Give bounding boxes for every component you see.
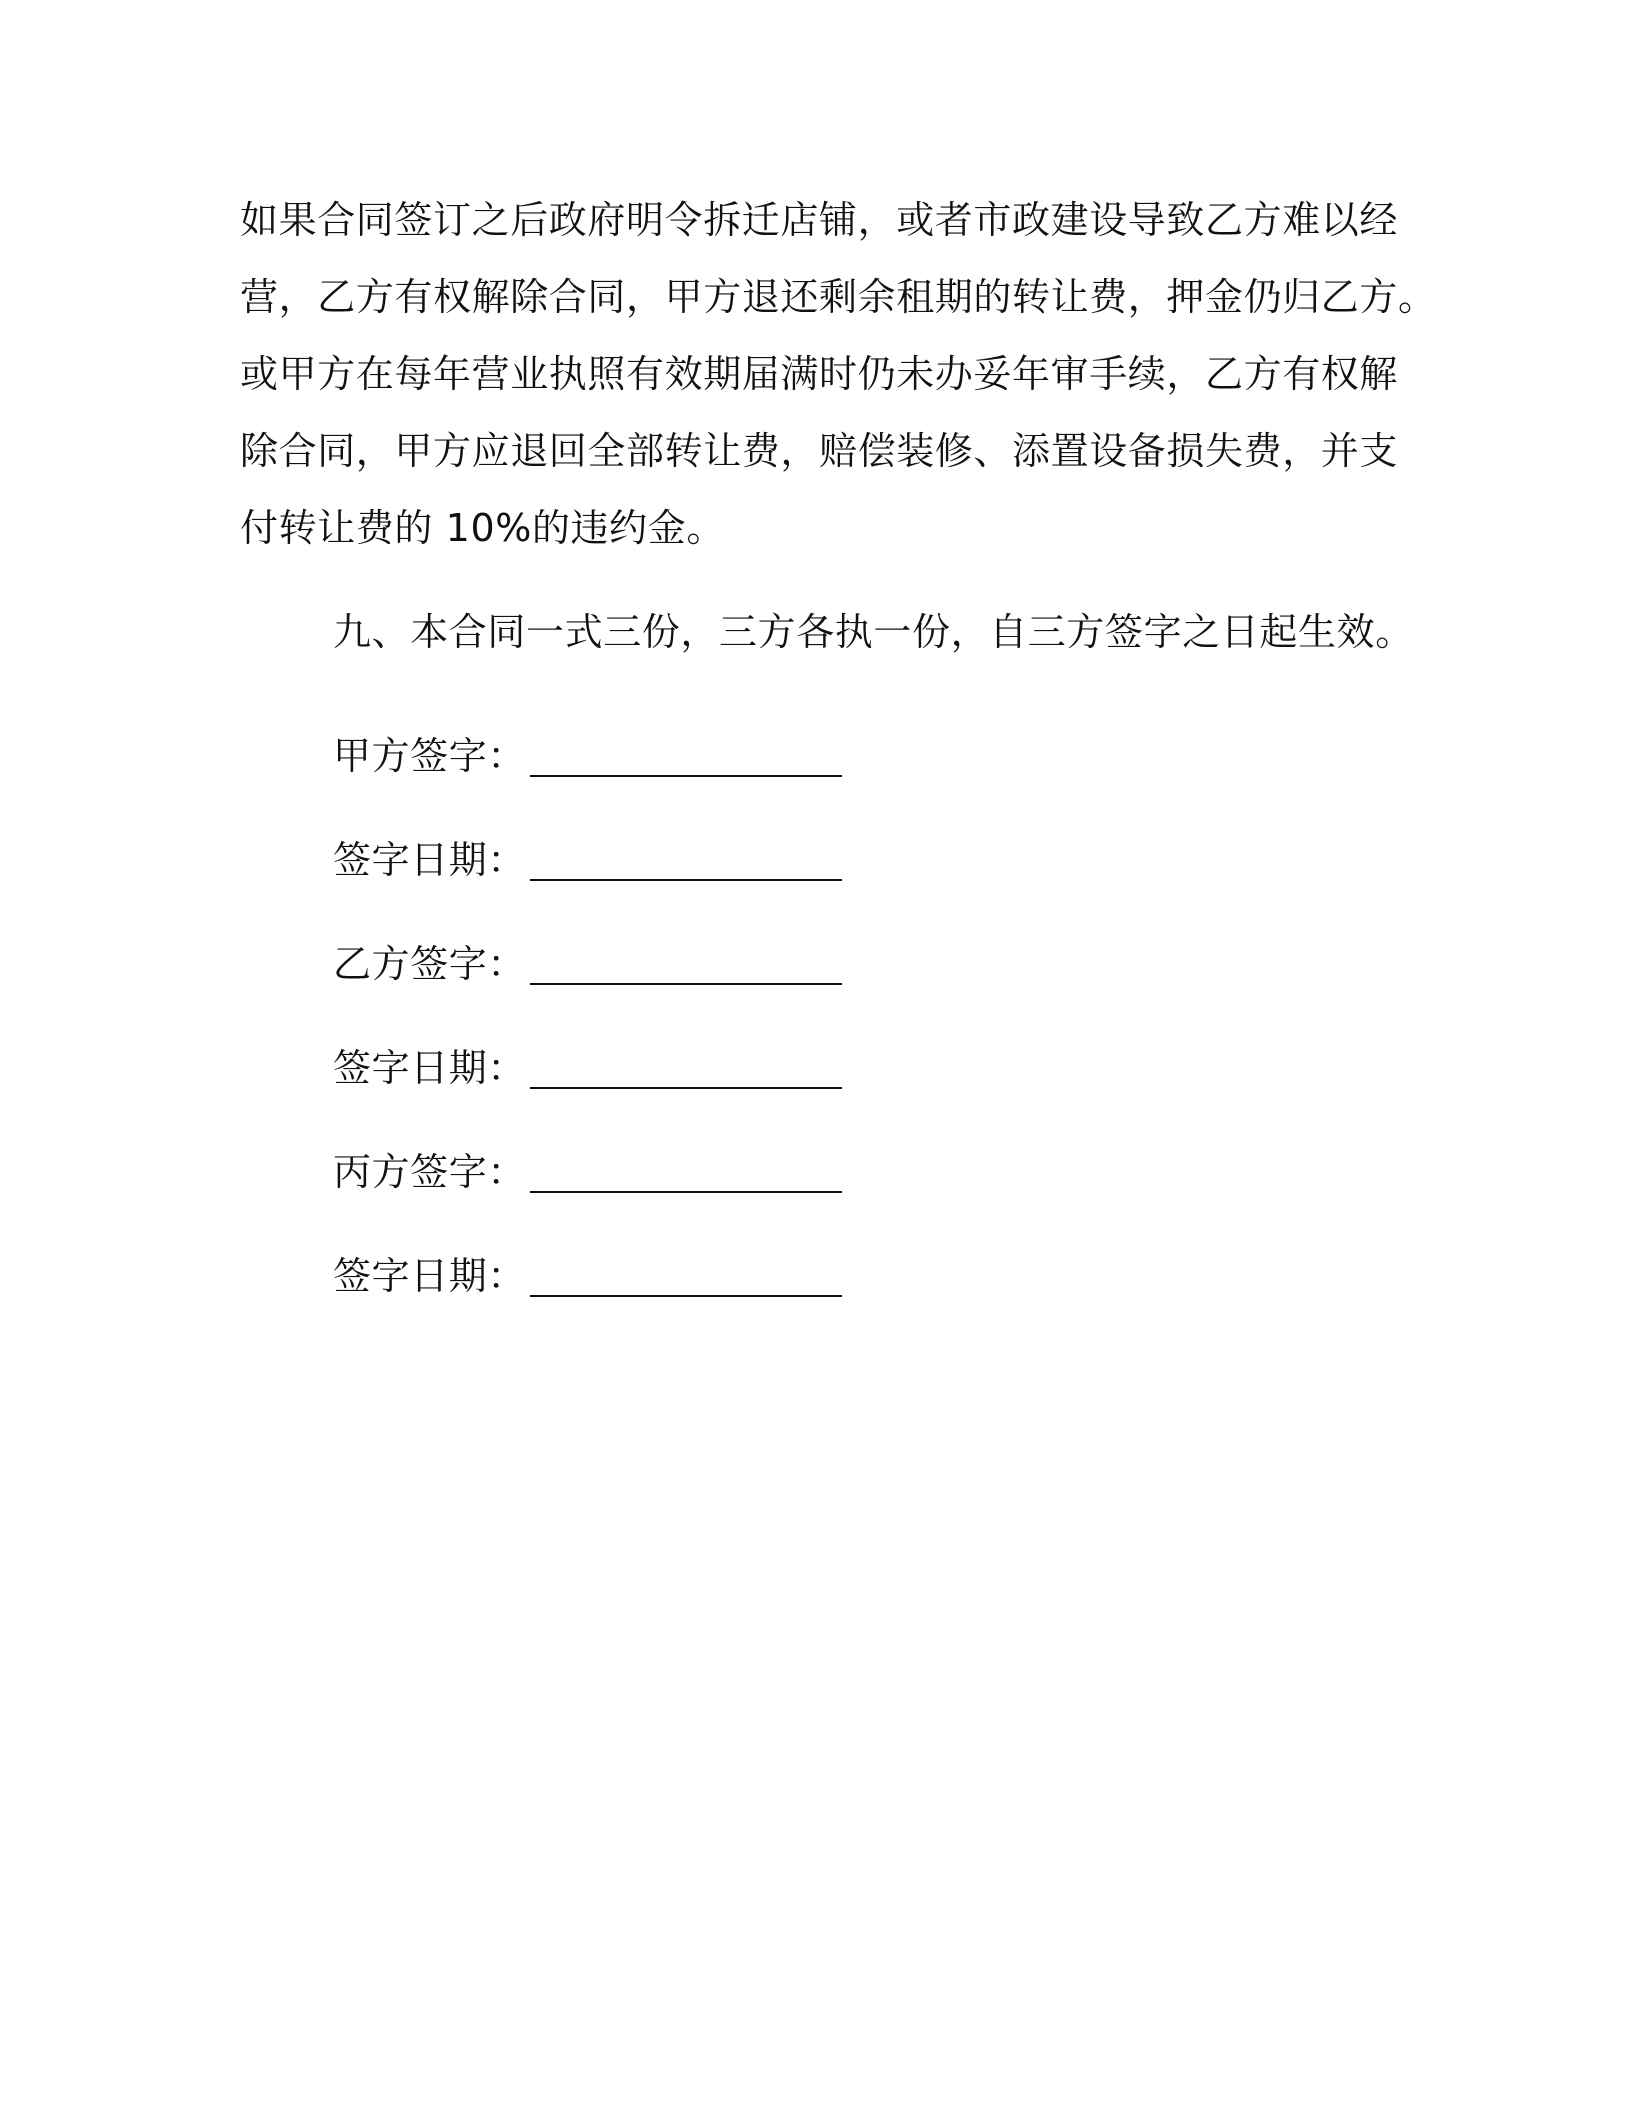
signature-label: 甲方签字： <box>333 733 527 778</box>
signature-row-party-b <box>333 908 842 1012</box>
signature-blank-line <box>530 939 842 985</box>
signature-label: 签字日期： <box>333 837 527 882</box>
paragraph-line: 或甲方在每年营业执照有效期届满时仍未办妥年审手续，乙方有权解 <box>240 352 1399 396</box>
signature-blank-line <box>530 835 842 881</box>
signature-blank-line <box>530 1147 842 1193</box>
paragraph-line: 营，乙方有权解除合同，甲方退还剩余租期的转让费，押金仍归乙方。 <box>240 275 1437 319</box>
signature-label: 丙方签字： <box>333 1149 527 1194</box>
signature-block <box>333 700 842 1324</box>
signature-label: 签字日期： <box>333 1253 527 1298</box>
signature-date-row-party-a <box>333 804 842 908</box>
termination-paragraph <box>240 182 1437 567</box>
signature-label: 乙方签字： <box>333 941 527 986</box>
paragraph-line: 付转让费的 10%的违约金。 <box>240 506 725 550</box>
signature-blank-line <box>530 1043 842 1089</box>
signature-label: 签字日期： <box>333 1045 527 1090</box>
paragraph-line: 除合同，甲方应退回全部转让费，赔偿装修、添置设备损失费，并支 <box>240 429 1399 473</box>
signature-row-party-c <box>333 1116 842 1220</box>
paragraph-line: 如果合同签订之后政府明令拆迁店铺，或者市政建设导致乙方难以经 <box>240 198 1399 242</box>
signature-date-row-party-b <box>333 1012 842 1116</box>
signature-date-row-party-c <box>333 1220 842 1324</box>
signature-row-party-a <box>333 700 842 804</box>
signature-blank-line <box>530 731 842 777</box>
signature-blank-line <box>530 1251 842 1297</box>
clause-nine: 九、本合同一式三份，三方各执一份，自三方签字之日起生效。 <box>333 610 1414 654</box>
